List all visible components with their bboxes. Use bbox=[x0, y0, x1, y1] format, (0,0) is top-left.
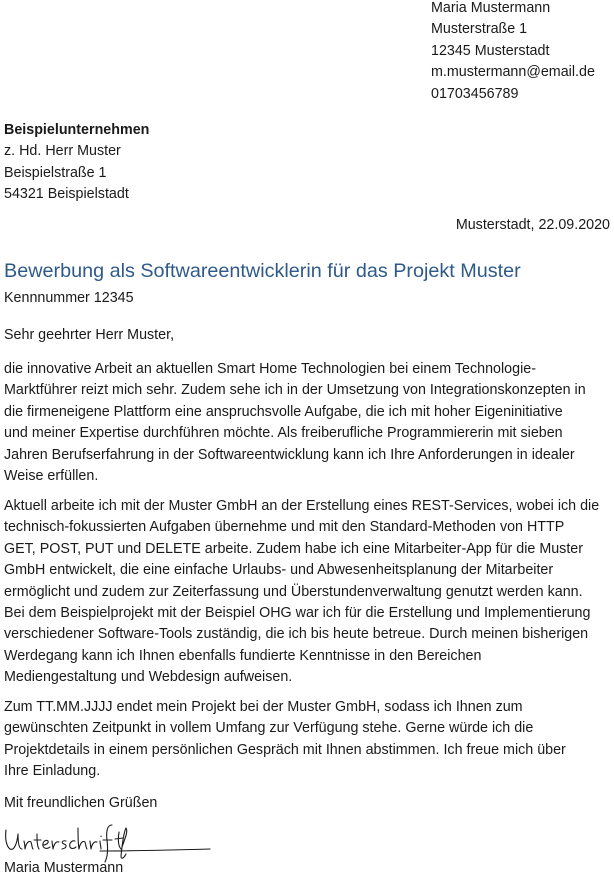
paragraph-line: Mediengestaltung und Webdesign aufweisen. bbox=[4, 669, 293, 686]
recipient-attention: z. Hd. Herr Muster bbox=[4, 143, 121, 160]
paragraph-line: Marktführer reizt mich sehr. Zudem sehe ich in der Umsetzung von Integrationskonzepten in bbox=[4, 382, 586, 399]
recipient-company: Beispielunternehmen bbox=[4, 122, 150, 138]
paragraph-line: Ihre Einladung. bbox=[4, 763, 101, 780]
paragraph-line: technisch-fokussierten Aufgaben übernehme und mit den Standard-Methoden von HTTP bbox=[4, 519, 565, 536]
date-line: Musterstadt, 22.09.2020 bbox=[455, 217, 610, 233]
reference-number: Kennnummer 12345 bbox=[4, 290, 134, 306]
paragraph-line: Bei dem Beispielprojekt mit der Beispiel OHG war ich für die Erstellung und Implementierung bbox=[4, 604, 591, 621]
sender-street: Musterstraße 1 bbox=[431, 21, 528, 38]
paragraph-line: verschiedener Software-Tools zuständig, die ich bis heute betreue. Durch meinen bisherigen bbox=[4, 626, 589, 643]
paragraph-line: Werdegang kann ich Ihnen ebenfalls fundierte Kenntnisse in den Bereichen bbox=[4, 647, 482, 664]
paragraph-line: Projektdetails in einem persönlichen Gespräch mit Ihnen abstimmen. Ich freue mich über bbox=[4, 741, 566, 758]
paragraph-line: Aktuell arbeite ich mit der Muster GmbH an der Erstellung eines REST-Services, wobei ich die bbox=[4, 498, 600, 514]
subject-line: Bewerbung als Softwareentwicklerin für das Projekt Muster bbox=[4, 260, 521, 282]
paragraph-line: GmbH entwickelt, die eine einfache Urlaubs- und Abwesenheitsplanung der Mitarbeiter bbox=[4, 562, 554, 579]
paragraph-line: Weise erfüllen. bbox=[4, 467, 99, 484]
body-paragraph-3 bbox=[4, 697, 612, 783]
sender-city: 12345 Musterstadt bbox=[431, 42, 550, 59]
sender-phone: 01703456789 bbox=[431, 85, 519, 102]
recipient-street: Beispielstraße 1 bbox=[4, 164, 107, 181]
paragraph-line: GET, POST, PUT und DELETE arbeite. Zudem habe ich eine Mitarbeiter-App für die Muster bbox=[4, 540, 584, 557]
sender-address bbox=[431, 0, 614, 105]
signer-name: Maria Mustermann bbox=[4, 860, 124, 876]
recipient-address bbox=[4, 120, 149, 206]
paragraph-line: und meiner Expertise durchführen möchte. Als freiberufliche Programmiererin mit sieben bbox=[4, 425, 563, 442]
paragraph-line: gewünschten Zeitpunkt in vollem Umfang zur Verfügung stehe. Gerne würde ich die bbox=[4, 720, 534, 737]
paragraph-line: die innovative Arbeit an aktuellen Smart Home Technologien bei einem Technologie- bbox=[4, 361, 536, 377]
sender-name: Maria Mustermann bbox=[431, 0, 551, 16]
body-paragraph-2 bbox=[4, 496, 612, 689]
paragraph-line: ermöglicht und zudem zur Zeiterfassung und Überstundenverwaltung genutzt werden kann. bbox=[4, 583, 583, 600]
paragraph-line: Jahren Berufserfahrung in der Softwareentwicklung kann ich Ihre Anforderungen in idealer bbox=[4, 446, 575, 463]
salutation: Sehr geehrter Herr Muster, bbox=[4, 327, 175, 343]
sender-email: m.mustermann@email.de bbox=[431, 64, 595, 81]
body-paragraph-1 bbox=[4, 359, 612, 487]
paragraph-line: die firmeneigene Plattform eine anspruchsvolle Aufgabe, die ich mit hoher Eigeninitiative bbox=[4, 403, 563, 420]
paragraph-line: Zum TT.MM.JJJJ endet mein Projekt bei der Muster GmbH, sodass ich Ihnen zum bbox=[4, 699, 523, 715]
closing-line: Mit freundlichen Grüßen bbox=[4, 795, 158, 811]
recipient-city: 54321 Beispielstadt bbox=[4, 186, 129, 203]
